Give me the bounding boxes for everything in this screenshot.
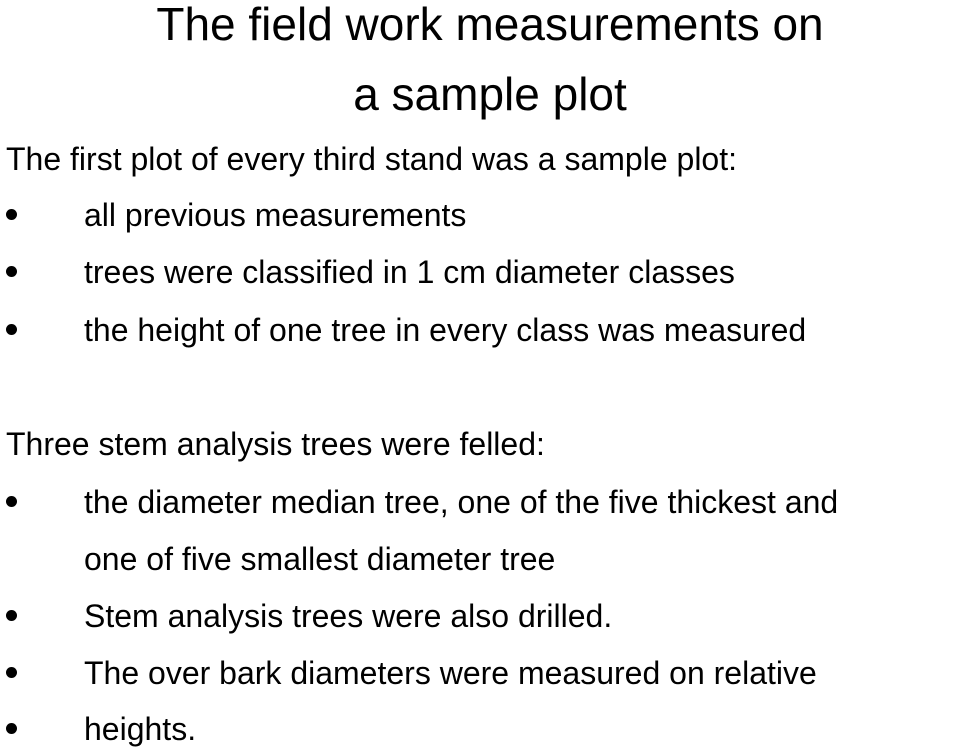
bullet-text: The over bark diameters were measured on relative xyxy=(84,655,817,691)
bullet-dot-icon xyxy=(6,209,17,220)
section-2-bullet-4 xyxy=(0,713,960,753)
bullet-text: trees were classified in 1 cm diameter classes xyxy=(84,254,735,290)
bullet-text: the height of one tree in every class was measured xyxy=(84,312,807,348)
bullet-dot-icon xyxy=(6,266,17,277)
section-2-bullet-3 xyxy=(0,657,960,697)
bullet-text: heights. xyxy=(84,711,197,747)
section-2-bullet-1-continued xyxy=(0,543,960,583)
bullet-dot-icon xyxy=(6,723,17,734)
section-1-heading: The first plot of every third stand was a sample plot: xyxy=(6,141,737,177)
bullet-text: Stem analysis trees were also drilled. xyxy=(84,598,613,634)
bullet-dot-icon xyxy=(6,667,17,678)
bullet-dot-icon xyxy=(6,610,17,621)
slide-title-line-2: a sample plot xyxy=(353,68,627,120)
bullet-dot-icon xyxy=(6,324,17,335)
section-2-bullet-1 xyxy=(0,486,960,526)
section-2-bullet-2 xyxy=(0,600,960,640)
bullet-text: the diameter median tree, one of the five thickest and xyxy=(84,484,839,520)
section-1-bullet-1 xyxy=(0,199,960,239)
bullet-text: one of five smallest diameter tree xyxy=(84,541,556,577)
section-2-heading: Three stem analysis trees were felled: xyxy=(6,426,545,462)
bullet-text: all previous measurements xyxy=(84,197,467,233)
bullet-dot-icon xyxy=(6,496,17,507)
section-1-bullet-2 xyxy=(0,256,960,296)
section-1-bullet-3 xyxy=(0,314,960,354)
slide-title-line-1: The field work measurements on xyxy=(156,0,824,50)
